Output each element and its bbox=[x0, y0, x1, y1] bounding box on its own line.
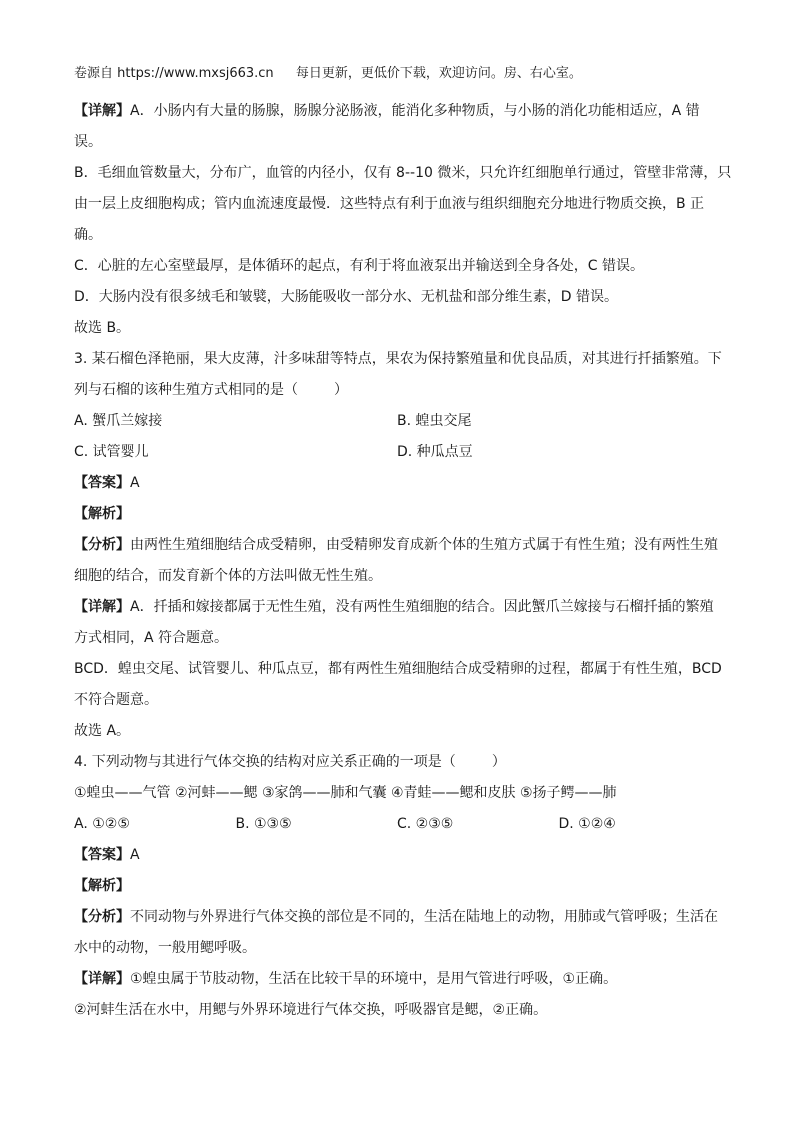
q2-detail-b-line3: 确。 bbox=[74, 227, 102, 243]
q2-detail-a-line1: 【详解】A．小肠内有大量的肠腺，肠腺分泌肠液，能消化多种物质，与小肠的消化功能相适应，A 错 bbox=[74, 103, 700, 119]
q3-fenxi-line1: 【分析】由两性生殖细胞结合成受精卵，由受精卵发育成新个体的生殖方式属于有性生殖；没有两性生殖 bbox=[74, 537, 718, 553]
q4-items-line: ①蝗虫——气管 ②河蚌——鳃 ③家鸽——肺和气囊 ④青蛙——鳃和皮肤 ⑤扬子鳄——肺 bbox=[74, 785, 617, 801]
q3-options-row2 bbox=[74, 437, 720, 468]
fenxi-tag: 【分析】 bbox=[74, 537, 130, 553]
q3-options-row1 bbox=[74, 406, 720, 437]
q2-detail-c-line: C．心脏的左心室壁最厚，是体循环的起点，有利于将血液泵出并输送到全身各处，C 错误。 bbox=[74, 258, 644, 274]
analysis-tag: 【解析】 bbox=[74, 506, 130, 522]
q3-option-d[interactable]: D. 种瓜点豆 bbox=[397, 444, 473, 460]
q4-detail-line2: ②河蚌生活在水中，用鳃与外界环境进行气体交换，呼吸器官是鳃，②正确。 bbox=[74, 1002, 548, 1018]
q3-detail-line2: 方式相同，A 符合题意。 bbox=[74, 630, 229, 646]
q3-answer-line: 故选 A。 bbox=[74, 723, 131, 739]
fenxi-tag: 【分析】 bbox=[74, 909, 130, 925]
q3-answer-row bbox=[74, 468, 720, 499]
detail-tag: 【详解】 bbox=[74, 103, 130, 119]
q4-option-a[interactable]: A. ①②⑤ bbox=[74, 816, 130, 832]
q4-fenxi-line2: 水中的动物，一般用鳃呼吸。 bbox=[74, 940, 256, 956]
q4-option-b[interactable]: B. ①③⑤ bbox=[235, 816, 292, 832]
header-prefix: 卷源自 bbox=[74, 66, 114, 81]
header-slogan: 每日更新，更低价下载，欢迎访问。房、右心室。 bbox=[295, 66, 582, 81]
q3-option-a[interactable]: A. 蟹爪兰嫁接 bbox=[74, 413, 163, 429]
answer-tag: 【答案】 bbox=[74, 847, 130, 863]
q3-bcd-line2: 不符合题意。 bbox=[74, 692, 158, 708]
q2-answer-line: 故选 B。 bbox=[74, 320, 131, 336]
q4-stem: 4. 下列动物与其进行气体交换的结构对应关系正确的一项是（ ） bbox=[74, 754, 506, 770]
detail-tag: 【详解】 bbox=[74, 599, 130, 615]
q3-fenxi-line2: 细胞的结合，而发育新个体的方法叫做无性生殖。 bbox=[74, 568, 382, 584]
q4-detail-line1: 【详解】①蝗虫属于节肢动物，生活在比较干旱的环境中，是用气管进行呼吸，①正确。 bbox=[74, 971, 618, 987]
q3-detail-line1: 【详解】A．扦插和嫁接都属于无性生殖，没有两性生殖细胞的结合。因此蟹爪兰嫁接与石榴扦插的繁殖 bbox=[74, 599, 714, 615]
q3-stem-line2: 列与石榴的该种生殖方式相同的是（ ） bbox=[74, 382, 348, 398]
answer-tag: 【答案】 bbox=[74, 475, 130, 491]
q4-options-row bbox=[74, 809, 720, 840]
q4-option-c[interactable]: C. ②③⑤ bbox=[397, 816, 454, 832]
q4-option-d[interactable]: D. ①②④ bbox=[558, 816, 616, 832]
q2-detail-a-line2: 误。 bbox=[74, 134, 102, 150]
q4-fenxi-line1: 【分析】不同动物与外界进行气体交换的部位是不同的，生活在陆地上的动物，用肺或气管呼吸；生活在 bbox=[74, 909, 718, 925]
q3-option-c[interactable]: C. 试管婴儿 bbox=[74, 444, 149, 460]
q2-detail-b-line2: 由一层上皮细胞构成；管内血流速度最慢．这些特点有利于血液与组织细胞充分地进行物质交换，B 正 bbox=[74, 196, 705, 212]
q4-analysis-heading bbox=[74, 871, 720, 902]
q2-detail-b-line1: B．毛细血管数量大，分布广，血管的内径小，仅有 8--10 微米，只允许红细胞单行通过，管壁非常薄，只 bbox=[74, 165, 732, 181]
page-header bbox=[74, 64, 720, 84]
header-url[interactable]: https://www.mxsj663.cn bbox=[117, 66, 274, 81]
q3-analysis-heading bbox=[74, 499, 720, 530]
q2-detail-d-line: D．大肠内没有很多绒毛和皱襞，大肠能吸收一部分水、无机盐和部分维生素，D 错误。 bbox=[74, 289, 619, 305]
detail-tag: 【详解】 bbox=[74, 971, 130, 987]
q3-bcd-line1: BCD．蝗虫交尾、试管婴儿、种瓜点豆，都有两性生殖细胞结合成受精卵的过程，都属于有性生殖，BCD bbox=[74, 661, 722, 677]
q3-answer-value: A bbox=[130, 475, 140, 491]
q3-stem-line1: 3. 某石榴色泽艳丽，果大皮薄，汁多味甜等特点，果农为保持繁殖量和优良品质，对其进行扦插繁殖。下 bbox=[74, 351, 722, 367]
analysis-tag: 【解析】 bbox=[74, 878, 130, 894]
q4-answer-value: A bbox=[130, 847, 140, 863]
q3-option-b[interactable]: B. 蝗虫交尾 bbox=[397, 413, 472, 429]
q4-answer-row bbox=[74, 840, 720, 871]
